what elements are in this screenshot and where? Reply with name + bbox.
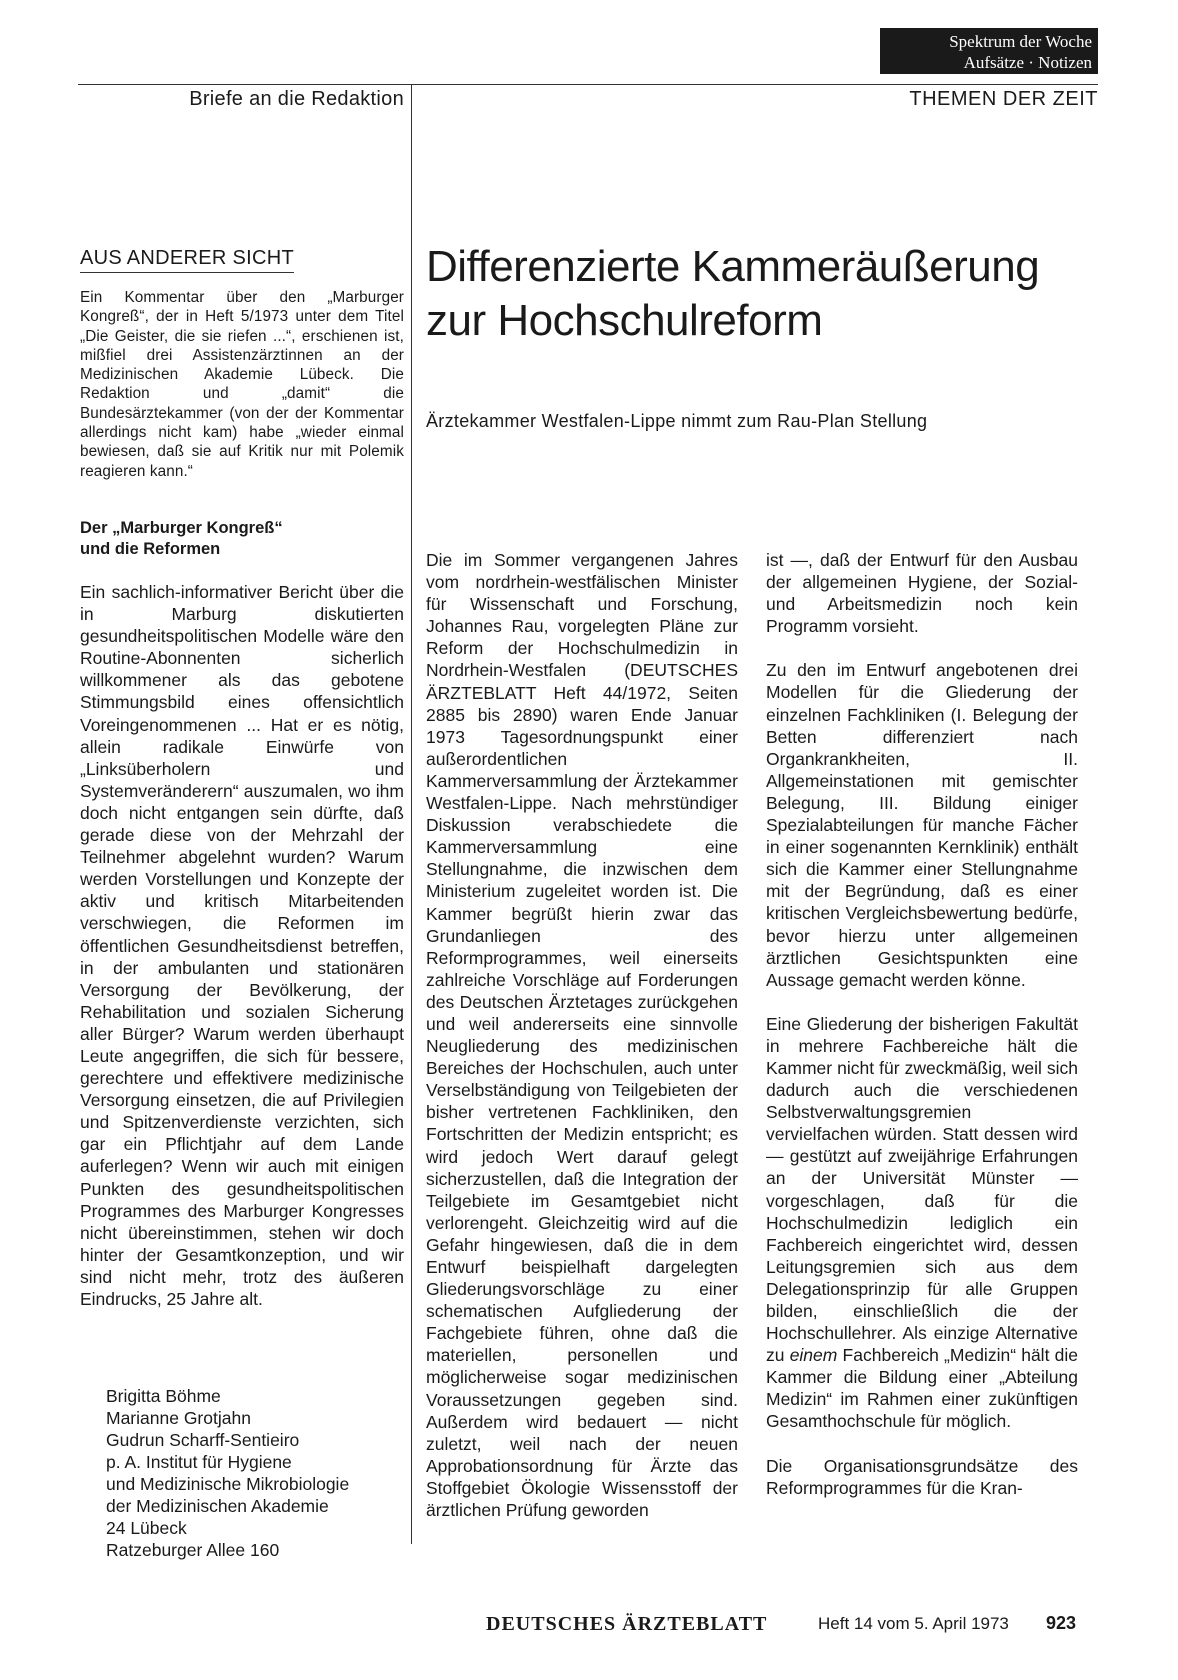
article-paragraph: Die Organisationsgrundsätze des Reformprogrammes für die Kran- bbox=[766, 1455, 1078, 1498]
signature-line: Marianne Grotjahn bbox=[106, 1408, 251, 1428]
header-right: THEMEN DER ZEIT bbox=[909, 88, 1098, 110]
emphasis-text: einem bbox=[789, 1345, 838, 1366]
article-paragraph: ist —, daß der Entwurf für den Ausbau der allgemeinen Hygiene, der Sozial- und Arbeitsmedizin noch kein Programm vorsieht. bbox=[766, 550, 1078, 637]
column-rule bbox=[411, 84, 412, 1544]
footer-page-number: 923 bbox=[1046, 1613, 1077, 1633]
section-badge-line2: Aufsätze · Notizen bbox=[963, 53, 1092, 72]
article-title bbox=[426, 240, 1098, 348]
article-paragraph: Zu den im Entwurf angebotenen drei Modellen für die Gliederung der einzelnen Fachkliniken (I. Belegung der Betten differenziert nach Organkrankheiten, II. Allgemeinstationen mit gemischter Belegung, III. Bildung einiger Spezialabteilungen für manche Fächer in einer sogenannten Kernklinik) enthält sich die Kammer einer Stellungnahme mit der Begründung, daß es einer kritischen Vergleichsbewertung bedürfe, bevor hierzu unter allgemeinen ärztlichen Gesichtspunkten eine Aussage gemacht werden könne. bbox=[766, 660, 1078, 990]
signature-line: p. A. Institut für Hygiene bbox=[106, 1452, 292, 1472]
signature-line: der Medizinischen Akademie bbox=[106, 1496, 329, 1516]
article-column-2 bbox=[766, 549, 1078, 1521]
paragraph-text: Eine Gliederung der bisherigen Fakultät in mehrere Fachbereiche hält die Kammer nicht für zweckmäßig, weil sich dadurch auch die verschiedenen Selbstverwaltungsgremien vervielfachen würden. Statt dessen wird — gestützt auf zweijährige Erfahrungen an der Universität Münster — vorgeschlagen, daß für die Hochschulmedizin lediglich ein Fachbereich eingerichtet wird, dessen Leitungsgremien sich aus dem Delegationsprinzip für alle Gruppen bilden, einschließlich die der Hochschullehrer. Als einzige Alternative zu bbox=[766, 1013, 1078, 1366]
letter-body: Ein sachlich-informativer Bericht über die in Marburg diskutierten gesundheitspolitischen Modelle wäre den Routine-Abonnenten sicherlich willkommener als das gebotene Stimmungsbild eines offensichtlich Voreingenommenen ... Hat er es nötig, allein radikale Einwürfe von „Linksüberholern und Systemveränderern“ auszumalen, wo ihm doch nicht entgangen sein dürfte, daß gerade diese von der Mehrzahl der Teilnehmer abgelehnt wurden? Warum werden Vorstellungen und Konzepte der aktiv und kritisch Mitarbeitenden verschwiegen, die Reformen im öffentlichen Gesundheitsdienst betreffen, in der ambulanten und stationären Versorgung der Bevölkerung, der Rehabilitation und sozialen Sicherung aller Bürger? Warum werden überhaupt Leute angegriffen, die sich für bessere, gerechtere und effektivere medizinische Versorgung einsetzen, die auf Privilegien und Spitzenverdienste verzichten, sich gar ein Pflichtjahr auf dem Lande auferlegen? Wenn wir auch mit einigen Punkten des gesundheitspolitischen Programmes des Marburger Kongresses nicht übereinstimmen, stehen wir doch hinter der Gesamtkonzeption, und wir sind nicht mehr, trotz des äußeren Eindrucks, 25 Jahre alt. bbox=[80, 582, 404, 1309]
article-paragraph bbox=[766, 1013, 1078, 1433]
sidebar-text: Ein Kommentar über den „Marburger Kongreß“, der in Heft 5/1973 unter dem Titel „Die Geister, die sie riefen ...“, erschienen ist, mißfiel drei Assistenzärztinnen an der Medizinischen Akademie Lübeck. Die Redaktion und „damit“ die Bundesärztekammer (von der der Kommentar allerdings nicht kam) habe „wieder einmal bewiesen, daß sie auf Kritik nur mit Polemik reagieren kann.“ bbox=[80, 289, 404, 480]
footer-journal-name: DEUTSCHES ÄRZTEBLATT bbox=[486, 1613, 768, 1635]
letter-heading-line1: Der „Marburger Kongreß“ bbox=[80, 519, 283, 537]
article-column-1 bbox=[426, 549, 738, 1543]
signature-line: Gudrun Scharff-Sentieiro bbox=[106, 1430, 300, 1450]
top-rule bbox=[78, 84, 1098, 85]
article-paragraph: Die im Sommer vergangenen Jahres vom nordrhein-westfälischen Minister für Wissenschaft und Forschung, Johannes Rau, vorgelegten Pläne zur Reform der Hochschulmedizin in Nordrhein-Westfalen (DEUTSCHES ÄRZTEBLATT Heft 44/1972, Seiten 2885 bis 2890) waren Ende Januar 1973 Tagesordnungspunkt einer außerordentlichen Kammerversammlung der Ärztekammer Westfalen-Lippe. Nach mehrstündiger Diskussion verabschiedete die Kammerversammlung eine Stellungnahme, die inzwischen dem Ministerium zugeleitet worden ist. Die Kammer begrüßt hierin zwar das Grundanliegen des Reformprogrammes, weil einerseits zahlreiche Vorschläge auf Forderungen des Deutschen Ärztetages zurückgehen und weil andererseits eine sinnvolle Neugliederung des medizinischen Bereiches der Hochschulen, auch unter Verselbständigung von Teilgebieten der bisher vertretenen Fachkliniken, den Fortschritten der Medizin entspricht; es wird jedoch Wert darauf gelegt sicherzustellen, daß die Integration der Teilgebiete im Gesamtgebiet nicht verlorengeht. Gleichzeitig wird auf die Gefahr hingewiesen, daß die in dem Entwurf beispielhaft dargelegten Gliederungsvorschläge zu einer schematischen Aufgliederung der Fachgebiete führen, ohne daß die materiellen, personellen und möglicherweise sogar medizinischen Voraussetzungen gegeben sind. Außerdem wird bedauert — nicht zuletzt, weil nach der neuen Approbationsordnung für Ärzte das Stoffgebiet Ökologie Wissensstoff der ärztlichen Prüfung geworden bbox=[426, 550, 738, 1521]
signature-line: 24 Lübeck bbox=[106, 1518, 187, 1538]
sidebar-heading-text: AUS ANDERER SICHT bbox=[80, 247, 294, 273]
footer-issue: Heft 14 vom 5. April 1973 bbox=[818, 1614, 1009, 1633]
sidebar-heading bbox=[80, 247, 404, 273]
letter-heading-line2: und die Reformen bbox=[80, 540, 221, 558]
header-left: Briefe an die Redaktion bbox=[189, 88, 404, 110]
article-subtitle: Ärztekammer Westfalen-Lippe nimmt zum Rau-Plan Stellung bbox=[426, 411, 928, 431]
signature-line: Brigitta Böhme bbox=[106, 1386, 221, 1406]
section-badge-line1: Spektrum der Woche bbox=[949, 32, 1092, 51]
signature-line: und Medizinische Mikrobiologie bbox=[106, 1474, 350, 1494]
article-title-line1: Differenzierte Kammeräußerung bbox=[426, 242, 1040, 291]
paragraph-text: Fachbereich „Medizin“ hält die Kammer die Bildung einer „Abteilung Medizin“ im Rahmen einer zukünftigen Gesamthochschule für möglich. bbox=[766, 1345, 1078, 1432]
letter-heading bbox=[80, 518, 404, 560]
article-title-line2: zur Hochschulreform bbox=[426, 296, 823, 345]
section-badge bbox=[880, 28, 1098, 74]
signature-line: Ratzeburger Allee 160 bbox=[106, 1540, 280, 1560]
letter-signature bbox=[106, 1385, 406, 1561]
